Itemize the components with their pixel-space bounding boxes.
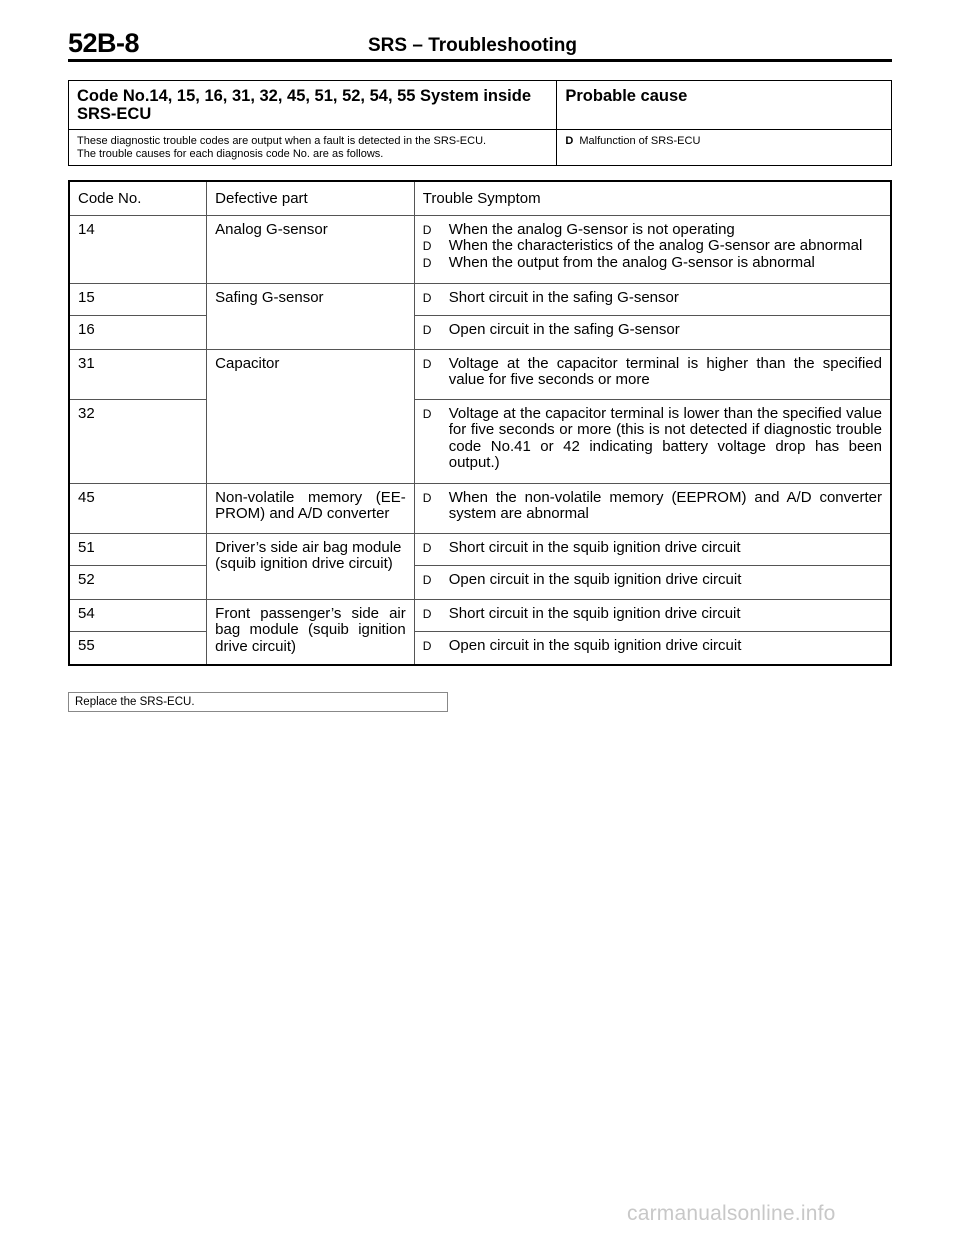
code-cell: 45 — [69, 483, 207, 533]
code-cell: 14 — [69, 215, 207, 283]
symptom-cell — [414, 631, 891, 665]
symptom-cell — [414, 565, 891, 599]
bullet-icon: D — [422, 290, 432, 305]
table-row — [69, 565, 891, 599]
table-row — [69, 283, 891, 315]
bullet-icon: D — [422, 239, 432, 253]
symptom-text: Short circuit in the squib ignition drive circuit — [448, 538, 741, 556]
code-summary-box — [68, 80, 892, 166]
code-description-line2: The trouble causes for each diagnosis code No. are as follows. — [77, 148, 384, 160]
probable-cause-text: Malfunction of SRS-ECU — [579, 135, 701, 147]
page-number: 52B-8 — [68, 28, 140, 58]
bullet-icon: D — [422, 255, 432, 270]
code-description — [69, 130, 557, 166]
col-code-header: Code No. — [69, 181, 207, 215]
part-cell: Analog G-sensor — [207, 215, 415, 283]
table-row — [69, 599, 891, 631]
symptom-cell — [414, 215, 891, 283]
page-title: SRS – Troubleshooting — [368, 35, 578, 56]
symptom-cell — [414, 599, 891, 631]
bullet-icon: D — [422, 638, 432, 653]
code-cell: 32 — [69, 399, 207, 483]
symptom-text: Open circuit in the safing G-sensor — [448, 320, 680, 338]
bullet-icon: D — [565, 135, 574, 147]
trouble-symptom-table — [68, 180, 892, 666]
table-row — [69, 631, 891, 665]
code-cell: 15 — [69, 283, 207, 315]
table-row — [69, 349, 891, 399]
part-cell: Non-volatile memory (EE-PROM) and A/D converter — [207, 483, 415, 533]
part-cell: Capacitor — [207, 349, 415, 483]
symptom-cell — [414, 533, 891, 565]
symptom-text: When the analog G-sensor is not operating — [448, 220, 735, 238]
col-symptom-header: Trouble Symptom — [414, 181, 891, 215]
remedy-box: Replace the SRS-ECU. — [68, 692, 448, 712]
table-header-row — [69, 181, 891, 215]
symptom-cell — [414, 283, 891, 315]
symptom-text: Open circuit in the squib ignition drive circuit — [448, 570, 742, 588]
symptom-text: When the output from the analog G-sensor is abnormal — [448, 253, 815, 271]
watermark: carmanualsonline.info — [627, 1202, 836, 1225]
code-cell: 54 — [69, 599, 207, 631]
part-cell: Front passenger’s side air bag module (squib ignition drive circuit) — [207, 599, 415, 665]
bullet-icon: D — [422, 490, 432, 505]
probable-cause-heading: Probable cause — [557, 81, 892, 130]
symptom-text: Voltage at the capacitor terminal is higher than the specified value for five seconds or more — [448, 354, 882, 388]
symptom-cell — [414, 315, 891, 349]
symptom-cell — [414, 349, 891, 399]
symptom-text: Open circuit in the squib ignition drive circuit — [448, 636, 742, 654]
symptom-text: Short circuit in the squib ignition drive circuit — [448, 604, 741, 622]
table-row — [69, 399, 891, 483]
bullet-icon: D — [422, 222, 432, 237]
bullet-icon: D — [422, 406, 432, 421]
table-row — [69, 315, 891, 349]
header-rule — [68, 59, 892, 62]
code-cell: 16 — [69, 315, 207, 349]
page-header — [68, 28, 892, 60]
code-cell: 52 — [69, 565, 207, 599]
bullet-icon: D — [422, 606, 432, 621]
table-row — [69, 483, 891, 533]
symptom-text: Voltage at the capacitor terminal is lower than the specified value for five seconds or more (this is not detected if diagnostic trouble code No.41 or 42 indicating battery voltage drop has been output.) — [448, 404, 882, 471]
code-cell: 51 — [69, 533, 207, 565]
probable-cause — [557, 130, 892, 166]
code-cell: 55 — [69, 631, 207, 665]
symptom-cell — [414, 399, 891, 483]
code-description-line1: These diagnostic trouble codes are output when a fault is detected in the SRS-ECU. — [77, 135, 487, 147]
symptom-text: Short circuit in the safing G-sensor — [448, 288, 679, 306]
symptom-text: When the characteristics of the analog G-sensor are abnormal — [448, 237, 863, 254]
bullet-icon: D — [422, 540, 432, 555]
symptom-cell — [414, 483, 891, 533]
part-cell: Driver’s side air bag module (squib ignition drive circuit) — [207, 533, 415, 599]
code-heading: Code No.14, 15, 16, 31, 32, 45, 51, 52, 54, 55 System inside SRS-ECU — [69, 81, 557, 130]
table-row — [69, 533, 891, 565]
col-part-header: Defective part — [207, 181, 415, 215]
part-cell: Safing G-sensor — [207, 283, 415, 349]
code-cell: 31 — [69, 349, 207, 399]
symptom-text: When the non-volatile memory (EEPROM) and A/D converter system are abnormal — [448, 488, 882, 522]
bullet-icon: D — [422, 356, 432, 371]
table-row — [69, 215, 891, 283]
bullet-icon: D — [422, 322, 432, 337]
bullet-icon: D — [422, 572, 432, 587]
